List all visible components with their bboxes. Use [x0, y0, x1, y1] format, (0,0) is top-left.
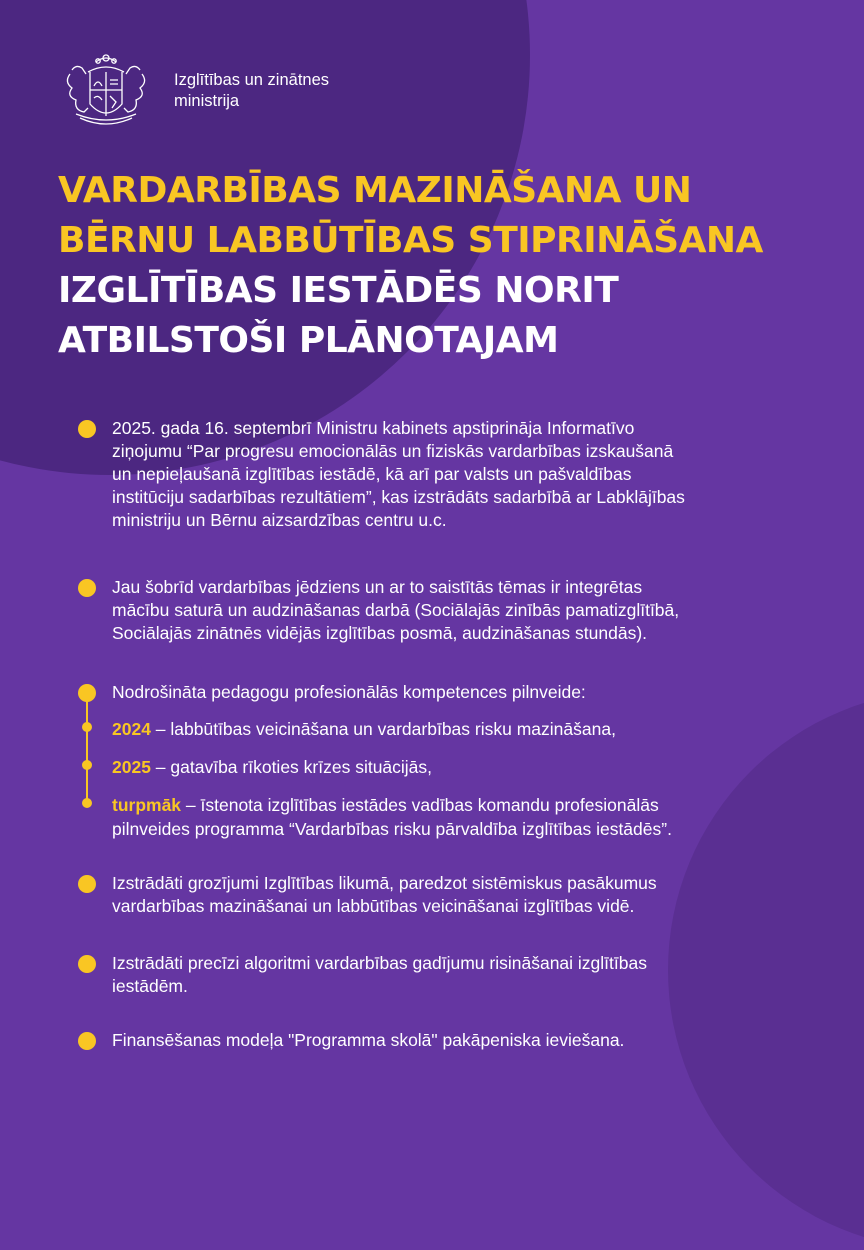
- subitem-text: – gatavība rīkoties krīzes situācijās,: [150, 757, 433, 777]
- subitem-dot: [82, 798, 92, 808]
- title-line-2: BĒRNU LABBŪTĪBAS STIPRINĀŠANA: [58, 220, 763, 261]
- bullet-dot: [78, 579, 96, 597]
- bullet-text: Izstrādāti precīzi algoritmi vardarbības gadījumu risināšanai izglītības: [112, 953, 647, 973]
- bullet-text: Nodrošināta pedagogu profesionālās kompetences pilnveide:: [112, 682, 586, 702]
- subitem-year: 2024: [112, 719, 151, 739]
- bullet-text: iestādēm.: [112, 976, 188, 996]
- bullet-item-3: [112, 681, 832, 704]
- subitem-dot: [82, 760, 92, 770]
- subitem-year: turpmāk: [112, 795, 182, 815]
- bullet-item-6: [112, 1029, 832, 1052]
- bullet-item-1: [112, 417, 832, 532]
- subitem-2025: [112, 755, 832, 779]
- ministry-name-line2: ministrija: [174, 92, 240, 110]
- bullet-text: ministriju un Bērnu aizsardzības centru u.c.: [112, 510, 447, 530]
- bullet-text: Izstrādāti grozījumi Izglītības likumā, paredzot sistēmiskus pasākumus: [112, 873, 657, 893]
- subitem-future: [112, 793, 832, 841]
- bullet-dot: [78, 955, 96, 973]
- bullet-item-5: [112, 952, 832, 998]
- bullet-text: ziņojumu “Par progresu emocionālās un fiziskās vardarbības izskaušanā: [112, 441, 674, 461]
- bullet-dot: [78, 1032, 96, 1050]
- title-line-4: ATBILSTOŠI PLĀNOTAJAM: [58, 320, 559, 361]
- timeline-line: [86, 700, 88, 805]
- title-line-1: VARDARBĪBAS MAZINĀŠANA UN: [58, 170, 692, 211]
- bullet-text: mācību saturā un audzināšanas darbā (Sociālajās zinībās pamatizglītībā,: [112, 600, 680, 620]
- bullet-dot: [78, 420, 96, 438]
- subitem-text: – labbūtības veicināšana un vardarbības risku mazināšana,: [150, 719, 616, 739]
- bullet-text: institūciju sadarbības rezultātiem”, kas izstrādāts sadarbībā ar Labklājības: [112, 487, 685, 507]
- subitem-year: 2025: [112, 757, 151, 777]
- bullet-text: Finansēšanas modeļa "Programma skolā" pakāpeniska ieviešana.: [112, 1030, 625, 1050]
- bullet-item-4: [112, 872, 832, 918]
- bullet-text: vardarbības mazināšanai un labbūtības veicināšanai izglītības vidē.: [112, 896, 635, 916]
- bullet-dot: [78, 875, 96, 893]
- bullet-text: Sociālajās zinātnēs vidējās izglītības posmā, audzināšanas stundās).: [112, 623, 648, 643]
- subitem-text: – īstenota izglītības iestādes vadības komandu profesionālās: [181, 795, 659, 815]
- ministry-name-line1: Izglītības un zinātnes: [174, 71, 330, 89]
- title-line-3: IZGLĪTĪBAS IESTĀDĒS NORIT: [58, 270, 619, 311]
- bullet-text: 2025. gada 16. septembrī Ministru kabinets apstiprināja Informatīvo: [112, 418, 635, 438]
- subitem-2024: [112, 717, 832, 741]
- bullet-text: Jau šobrīd vardarbības jēdziens un ar to saistītās tēmas ir integrētas: [112, 577, 643, 597]
- subitem-dot: [82, 722, 92, 732]
- bullet-item-2: [112, 576, 832, 645]
- subitem-text: pilnveides programma “Vardarbības risku pārvaldība izglītības iestādēs”.: [112, 819, 672, 839]
- bullet-text: un nepieļaušanā izglītības iestādē, kā arī par valsts un pašvaldības: [112, 464, 632, 484]
